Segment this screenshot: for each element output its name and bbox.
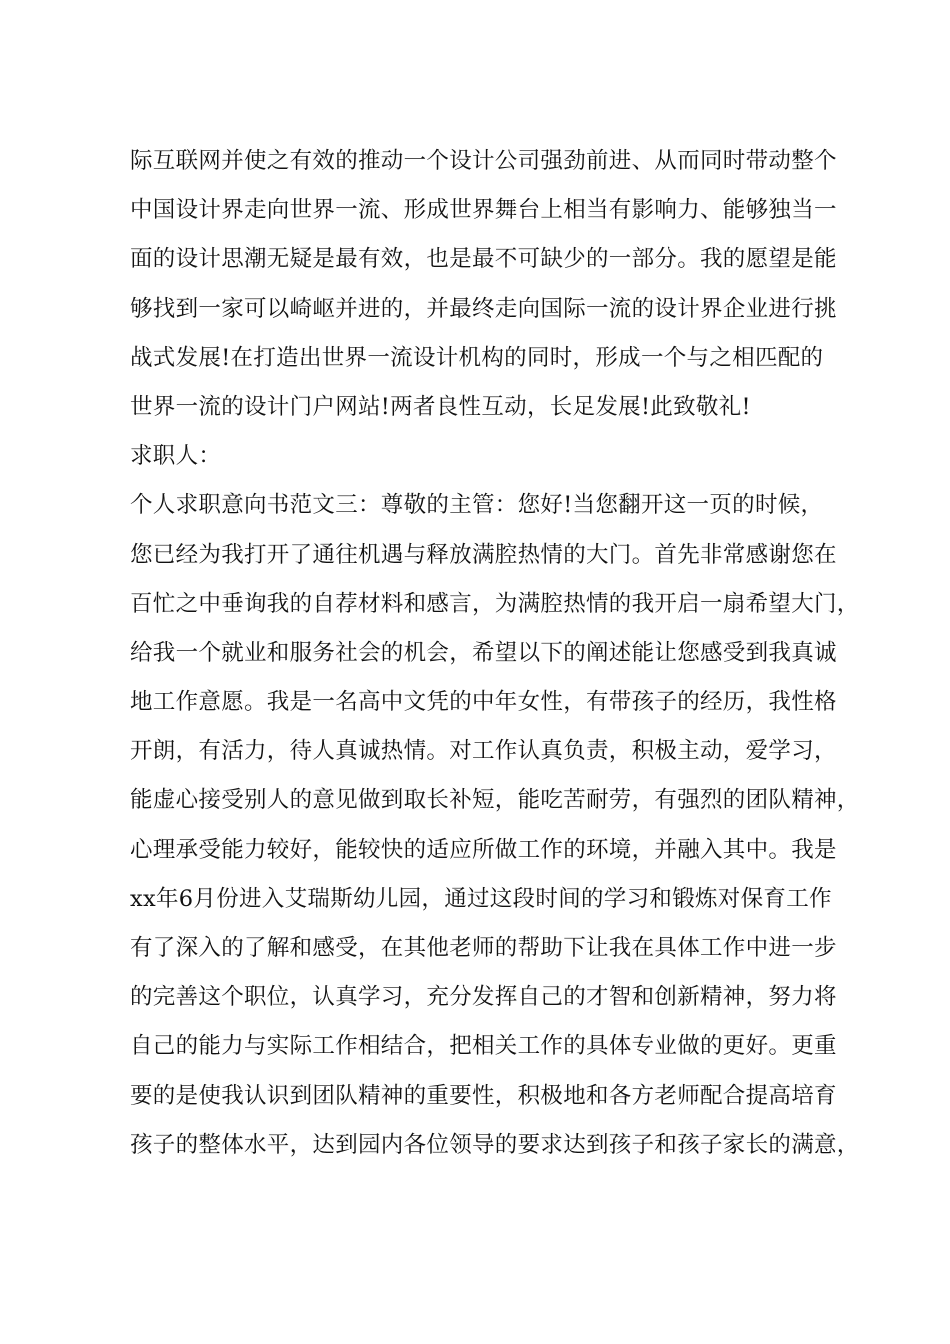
text-line: 中国设计界走向世界一流、形成世界舞台上相当有影响力、能够独当一 xyxy=(130,197,837,224)
text-line: 要的是使我认识到团队精神的重要性，积极地和各方老师配合提高培育 xyxy=(130,1082,837,1109)
signature-label: 求职人： xyxy=(130,443,222,470)
text-line: xx年6月份进入艾瑞斯幼儿园，通过这段时间的学习和锻炼对保育工作 xyxy=(130,885,832,912)
text-line: 面的设计思潮无疑是最有效，也是最不可缺少的一部分。我的愿望是能 xyxy=(130,246,837,273)
body-text xyxy=(130,137,860,1170)
text-line: 给我一个就业和服务社会的机会，希望以下的阐述能让您感受到我真诚 xyxy=(130,639,837,666)
text-line: 地工作意愿。我是一名高中文凭的中年女性，有带孩子的经历，我性格 xyxy=(130,689,837,716)
text-line: 的完善这个职位，认真学习，充分发挥自己的才智和创新精神，努力将 xyxy=(130,984,837,1011)
text-line: 能虚心接受别人的意见做到取长补短，能吃苦耐劳，有强烈的团队精神， xyxy=(130,787,860,814)
text-line: 际互联网并使之有效的推动一个设计公司强劲前进、从而同时带动整个 xyxy=(130,148,837,174)
text-line: 您已经为我打开了通往机遇与释放满腔热情的大门。首先非常感谢您在 xyxy=(130,541,837,568)
text-line: 个人求职意向书范文三：尊敬的主管：您好!当您翻开这一页的时候， xyxy=(130,492,824,519)
text-line: 百忙之中垂询我的自荐材料和感言，为满腔热情的我开启一扇希望大门， xyxy=(130,590,860,617)
text-line: 孩子的整体水平，达到园内各位领导的要求达到孩子和孩子家长的满意， xyxy=(130,1131,860,1158)
text-line: 有了深入的了解和感受，在其他老师的帮助下让我在具体工作中进一步 xyxy=(130,935,837,961)
text-line: 世界一流的设计门户网站!两者良性互动，长足发展!此致敬礼! xyxy=(130,393,751,420)
text-line: 够找到一家可以崎岖并进的，并最终走向国际一流的设计界企业进行挑 xyxy=(130,295,837,322)
text-line: 自己的能力与实际工作相结合，把相关工作的具体专业做的更好。更重 xyxy=(130,1033,837,1060)
text-line: 心理承受能力较好，能较快的适应所做工作的环境，并融入其中。我是 xyxy=(130,836,837,863)
text-line: 开朗，有活力，待人真诚热情。对工作认真负责，积极主动，爱学习， xyxy=(130,738,837,765)
text-line: 战式发展!在打造出世界一流设计机构的同时，形成一个与之相匹配的 xyxy=(130,344,824,371)
